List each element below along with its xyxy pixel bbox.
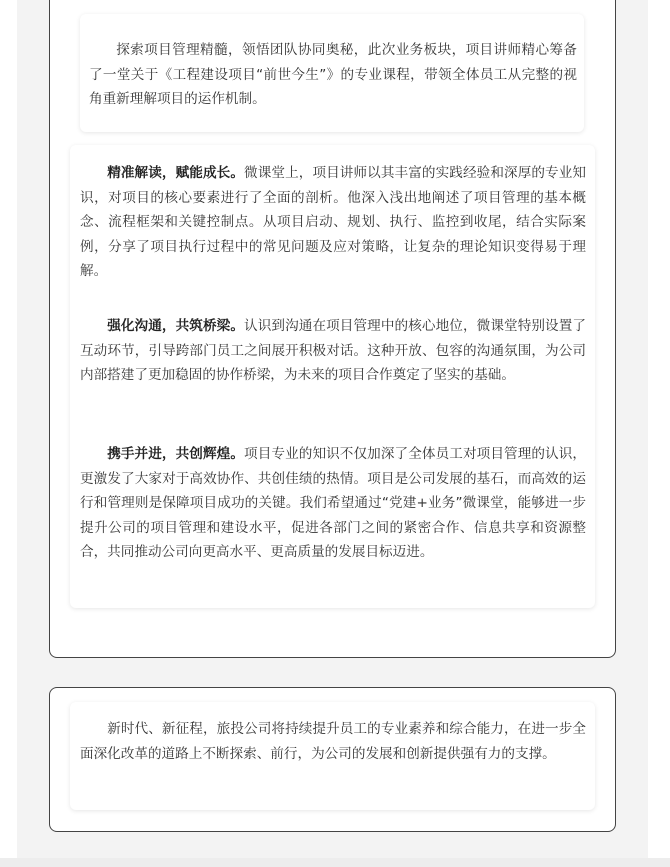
conclusion-paragraph: 新时代、新征程，旅投公司将持续提升员工的专业素养和综合能力，在进一步全面深化改革的道路上不断探索、前行，为公司的发展和创新提供强有力的支撑。	[80, 721, 586, 762]
section-precise-interpretation	[80, 161, 586, 284]
section-strengthen-communication	[80, 314, 586, 388]
section-heading: 强化沟通，共筑桥梁。	[107, 318, 245, 334]
intro-paragraph: 探索项目管理精髓，领悟团队协同奥秘，此次业务板块，项目讲师精心筹备了一堂关于《工程建设项目“前世今生”》的专业课程，带领全体员工从完整的视角重新理解项目的运作机制。	[89, 42, 577, 107]
section-body: 微课堂上，项目讲师以其丰富的实践经验和深厚的专业知识，对项目的核心要素进行了全面的剖析。他深入浅出地阐述了项目管理的基本概念、流程框架和关键控制点。从项目启动、规划、执行、监控到收尾，结合实际案例，分享了项目执行过程中的常见问题及应对策略，让复杂的理论知识变得易于理解。	[80, 165, 587, 279]
section-body: 项目专业的知识不仅加深了全体员工对项目管理的认识，更激发了大家对于高效协作、共创佳绩的热情。项目是公司发展的基石，而高效的运行和管理则是保障项目成功的关键。我们希望通过“党建+业务”微课堂，能够进一步提升公司的项目管理和建设水平，促进各部门之间的紧密合作、信息共享和资源整合，共同推动公司向更高水平、更高质量的发展目标迈进。	[80, 446, 587, 560]
page-footer-strip	[0, 858, 670, 867]
section-body: 认识到沟通在项目管理中的核心地位，微课堂特别设置了互动环节，引导跨部门员工之间展开积极对话。这种开放、包容的沟通氛围，为公司内部搭建了更加稳固的协作桥梁，为未来的项目合作奠定了坚实的基础。	[80, 318, 587, 383]
section-work-together	[80, 442, 586, 565]
section-heading: 携手并进，共创辉煌。	[107, 446, 245, 462]
section-heading: 精准解读，赋能成长。	[107, 165, 245, 181]
